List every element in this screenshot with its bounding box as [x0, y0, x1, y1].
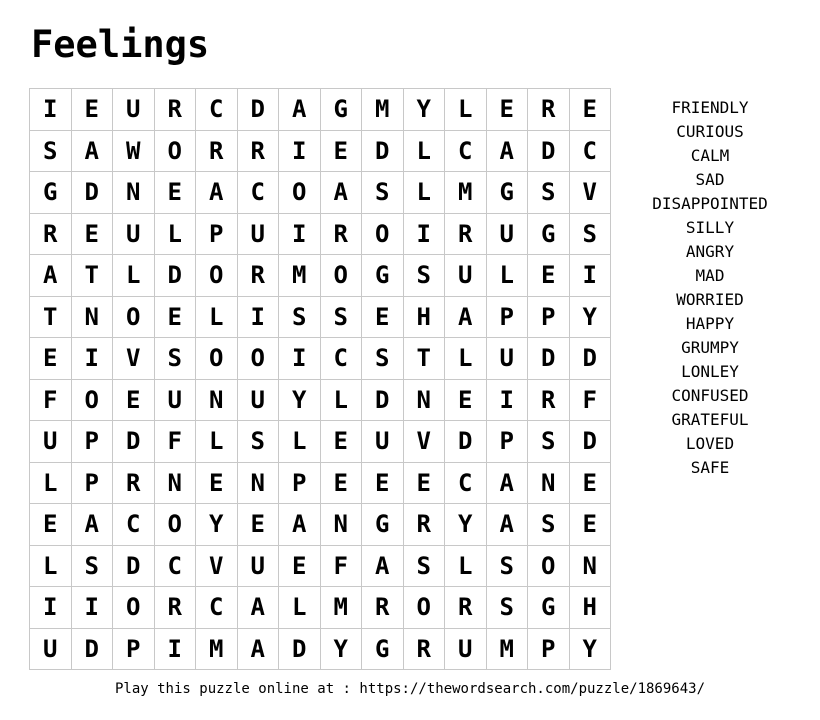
grid-cell: O — [196, 255, 238, 297]
grid-cell: D — [113, 421, 155, 463]
grid-cell: U — [237, 545, 279, 587]
grid-cell: P — [528, 296, 570, 338]
grid-cell: U — [113, 213, 155, 255]
word-list-item: SAD — [695, 170, 725, 189]
grid-cell: S — [528, 421, 570, 463]
grid-cell: C — [445, 130, 487, 172]
grid-cell: S — [362, 338, 404, 380]
grid-cell: T — [403, 338, 445, 380]
grid-cell: I — [403, 213, 445, 255]
grid-row — [30, 172, 611, 214]
word-list-item: SILLY — [685, 218, 735, 237]
grid-cell: R — [445, 213, 487, 255]
grid-cell: M — [486, 628, 528, 670]
grid-cell: E — [486, 89, 528, 131]
grid-cell: E — [30, 338, 72, 380]
grid-cell: D — [362, 130, 404, 172]
grid-cell: A — [279, 504, 321, 546]
word-list-item: CALM — [690, 146, 730, 165]
grid-cell: E — [320, 421, 362, 463]
grid-cell: A — [445, 296, 487, 338]
grid-cell: N — [196, 379, 238, 421]
grid-cell: S — [486, 545, 528, 587]
grid-cell: M — [320, 587, 362, 629]
grid-cell: L — [196, 421, 238, 463]
grid-cell: M — [196, 628, 238, 670]
grid-cell: D — [279, 628, 321, 670]
grid-cell: P — [486, 296, 528, 338]
grid-cell: F — [569, 379, 611, 421]
grid-cell: M — [445, 172, 487, 214]
grid-cell: T — [30, 296, 72, 338]
grid-cell: O — [154, 130, 196, 172]
grid-cell: L — [486, 255, 528, 297]
grid-cell: N — [320, 504, 362, 546]
grid-cell: R — [237, 130, 279, 172]
grid-cell: S — [30, 130, 72, 172]
letter-grid — [29, 88, 611, 670]
grid-cell: P — [196, 213, 238, 255]
grid-cell: H — [569, 587, 611, 629]
grid-cell: L — [320, 379, 362, 421]
grid-cell: D — [237, 89, 279, 131]
grid-cell: O — [113, 296, 155, 338]
grid-cell: I — [279, 338, 321, 380]
grid-cell: I — [154, 628, 196, 670]
grid-cell: L — [445, 338, 487, 380]
grid-cell: U — [30, 628, 72, 670]
word-list-item: LOVED — [685, 434, 735, 453]
grid-cell: I — [486, 379, 528, 421]
grid-cell: O — [279, 172, 321, 214]
grid-cell: R — [445, 587, 487, 629]
grid-cell: F — [30, 379, 72, 421]
grid-cell: D — [569, 338, 611, 380]
grid-cell: Y — [320, 628, 362, 670]
grid-cell: A — [237, 587, 279, 629]
grid-row — [30, 587, 611, 629]
grid-cell: I — [237, 296, 279, 338]
grid-cell: W — [113, 130, 155, 172]
grid-cell: U — [486, 213, 528, 255]
grid-cell: A — [237, 628, 279, 670]
grid-cell: O — [196, 338, 238, 380]
grid-cell: U — [113, 89, 155, 131]
grid-cell: S — [279, 296, 321, 338]
grid-cell: I — [71, 338, 113, 380]
grid-cell: L — [279, 587, 321, 629]
word-list-item: ANGRY — [685, 242, 735, 261]
grid-cell: P — [71, 421, 113, 463]
grid-cell: R — [154, 587, 196, 629]
grid-row — [30, 379, 611, 421]
grid-row — [30, 462, 611, 504]
grid-cell: V — [569, 172, 611, 214]
grid-cell: R — [154, 89, 196, 131]
grid-cell: D — [362, 379, 404, 421]
grid-cell: G — [362, 628, 404, 670]
grid-cell: E — [154, 296, 196, 338]
grid-cell: A — [71, 504, 113, 546]
word-list-item: FRIENDLY — [671, 98, 749, 117]
grid-cell: N — [154, 462, 196, 504]
grid-cell: R — [528, 379, 570, 421]
word-list-item: WORRIED — [676, 290, 744, 309]
grid-cell: G — [30, 172, 72, 214]
grid-cell: P — [486, 421, 528, 463]
grid-cell: S — [362, 172, 404, 214]
grid-cell: G — [486, 172, 528, 214]
grid-cell: R — [196, 130, 238, 172]
grid-cell: E — [445, 379, 487, 421]
word-list-item: CONFUSED — [671, 386, 749, 405]
grid-cell: I — [279, 130, 321, 172]
grid-cell: L — [445, 545, 487, 587]
grid-cell: U — [445, 628, 487, 670]
grid-cell: E — [569, 89, 611, 131]
grid-cell: S — [71, 545, 113, 587]
grid-cell: L — [113, 255, 155, 297]
grid-cell: E — [154, 172, 196, 214]
grid-cell: A — [486, 130, 528, 172]
grid-cell: Y — [445, 504, 487, 546]
grid-cell: I — [30, 89, 72, 131]
word-list-item: MAD — [695, 266, 725, 285]
grid-cell: R — [528, 89, 570, 131]
grid-cell: C — [569, 130, 611, 172]
grid-cell: O — [71, 379, 113, 421]
grid-cell: E — [320, 130, 362, 172]
grid-cell: D — [528, 130, 570, 172]
grid-cell: E — [30, 504, 72, 546]
grid-row — [30, 89, 611, 131]
grid-cell: R — [320, 213, 362, 255]
grid-cell: O — [320, 255, 362, 297]
grid-cell: C — [445, 462, 487, 504]
word-list-item: HAPPY — [685, 314, 735, 333]
grid-cell: F — [320, 545, 362, 587]
grid-cell: N — [528, 462, 570, 504]
grid-row — [30, 255, 611, 297]
grid-cell: A — [30, 255, 72, 297]
puzzle-title: Feelings — [31, 23, 210, 66]
grid-cell: I — [30, 587, 72, 629]
grid-cell: U — [237, 213, 279, 255]
grid-cell: F — [154, 421, 196, 463]
grid-cell: D — [71, 628, 113, 670]
grid-cell: U — [237, 379, 279, 421]
grid-cell: S — [528, 504, 570, 546]
grid-cell: P — [279, 462, 321, 504]
grid-row — [30, 130, 611, 172]
grid-cell: V — [113, 338, 155, 380]
grid-cell: O — [154, 504, 196, 546]
grid-cell: C — [237, 172, 279, 214]
grid-cell: U — [445, 255, 487, 297]
grid-cell: A — [362, 545, 404, 587]
grid-cell: P — [528, 628, 570, 670]
grid-cell: E — [569, 504, 611, 546]
grid-cell: E — [528, 255, 570, 297]
grid-cell: S — [486, 587, 528, 629]
grid-cell: S — [569, 213, 611, 255]
grid-cell: C — [113, 504, 155, 546]
grid-cell: S — [237, 421, 279, 463]
grid-cell: E — [362, 296, 404, 338]
grid-cell: L — [154, 213, 196, 255]
grid-row — [30, 338, 611, 380]
grid-cell: I — [71, 587, 113, 629]
grid-cell: E — [569, 462, 611, 504]
grid-cell: C — [320, 338, 362, 380]
grid-cell: A — [486, 462, 528, 504]
grid-cell: H — [403, 296, 445, 338]
word-list-item: CURIOUS — [676, 122, 744, 141]
grid-cell: O — [403, 587, 445, 629]
grid-cell: Y — [196, 504, 238, 546]
grid-cell: L — [30, 545, 72, 587]
grid-cell: S — [528, 172, 570, 214]
grid-cell: A — [320, 172, 362, 214]
grid-cell: A — [486, 504, 528, 546]
grid-cell: M — [362, 89, 404, 131]
grid-cell: G — [528, 587, 570, 629]
grid-cell: Y — [279, 379, 321, 421]
grid-cell: O — [113, 587, 155, 629]
grid-cell: E — [113, 379, 155, 421]
grid-cell: P — [113, 628, 155, 670]
word-list-item: SAFE — [690, 458, 730, 477]
grid-cell: C — [196, 587, 238, 629]
grid-cell: O — [362, 213, 404, 255]
grid-cell: G — [362, 255, 404, 297]
grid-cell: N — [403, 379, 445, 421]
grid-cell: E — [71, 213, 113, 255]
grid-cell: L — [403, 130, 445, 172]
grid-cell: Y — [403, 89, 445, 131]
grid-cell: N — [71, 296, 113, 338]
grid-row — [30, 628, 611, 670]
grid-cell: E — [403, 462, 445, 504]
grid-cell: D — [569, 421, 611, 463]
grid-cell: R — [113, 462, 155, 504]
word-list — [640, 96, 780, 480]
grid-cell: A — [196, 172, 238, 214]
grid-cell: R — [30, 213, 72, 255]
grid-cell: G — [528, 213, 570, 255]
grid-cell: E — [237, 504, 279, 546]
grid-row — [30, 545, 611, 587]
grid-cell: E — [279, 545, 321, 587]
grid-cell: N — [569, 545, 611, 587]
grid-cell: O — [528, 545, 570, 587]
grid-cell: P — [71, 462, 113, 504]
grid-cell: D — [154, 255, 196, 297]
grid-cell: R — [403, 628, 445, 670]
grid-cell: U — [362, 421, 404, 463]
grid-cell: U — [30, 421, 72, 463]
grid-cell: U — [154, 379, 196, 421]
grid-cell: G — [362, 504, 404, 546]
word-list-item: GRATEFUL — [671, 410, 749, 429]
grid-cell: A — [279, 89, 321, 131]
grid-row — [30, 213, 611, 255]
grid-cell: E — [71, 89, 113, 131]
word-list-item: GRUMPY — [681, 338, 739, 357]
grid-cell: N — [237, 462, 279, 504]
grid-cell: O — [237, 338, 279, 380]
grid-cell: L — [30, 462, 72, 504]
word-list-item: DISAPPOINTED — [652, 194, 768, 213]
play-online-footer: Play this puzzle online at : https://thewordsearch.com/puzzle/1869643/ — [114, 681, 705, 697]
grid-cell: V — [403, 421, 445, 463]
grid-cell: R — [362, 587, 404, 629]
grid-row — [30, 296, 611, 338]
grid-cell: S — [403, 545, 445, 587]
grid-cell: M — [279, 255, 321, 297]
grid-cell: N — [113, 172, 155, 214]
grid-cell: R — [403, 504, 445, 546]
grid-cell: D — [71, 172, 113, 214]
grid-cell: C — [196, 89, 238, 131]
grid-cell: I — [569, 255, 611, 297]
grid-cell: S — [154, 338, 196, 380]
grid-cell: S — [403, 255, 445, 297]
grid-cell: D — [528, 338, 570, 380]
grid-cell: T — [71, 255, 113, 297]
grid-cell: Y — [569, 296, 611, 338]
grid-cell: Y — [569, 628, 611, 670]
grid-cell: D — [113, 545, 155, 587]
grid-row — [30, 504, 611, 546]
grid-cell: A — [71, 130, 113, 172]
grid-cell: E — [320, 462, 362, 504]
grid-cell: L — [196, 296, 238, 338]
grid-cell: S — [320, 296, 362, 338]
grid-cell: D — [445, 421, 487, 463]
grid-cell: C — [154, 545, 196, 587]
grid-cell: V — [196, 545, 238, 587]
word-list-item: LONLEY — [681, 362, 739, 381]
grid-row — [30, 421, 611, 463]
grid-cell: R — [237, 255, 279, 297]
grid-cell: L — [445, 89, 487, 131]
grid-cell: L — [279, 421, 321, 463]
grid-cell: L — [403, 172, 445, 214]
grid-cell: E — [196, 462, 238, 504]
grid-cell: U — [486, 338, 528, 380]
grid-cell: E — [362, 462, 404, 504]
grid-cell: G — [320, 89, 362, 131]
grid-cell: I — [279, 213, 321, 255]
